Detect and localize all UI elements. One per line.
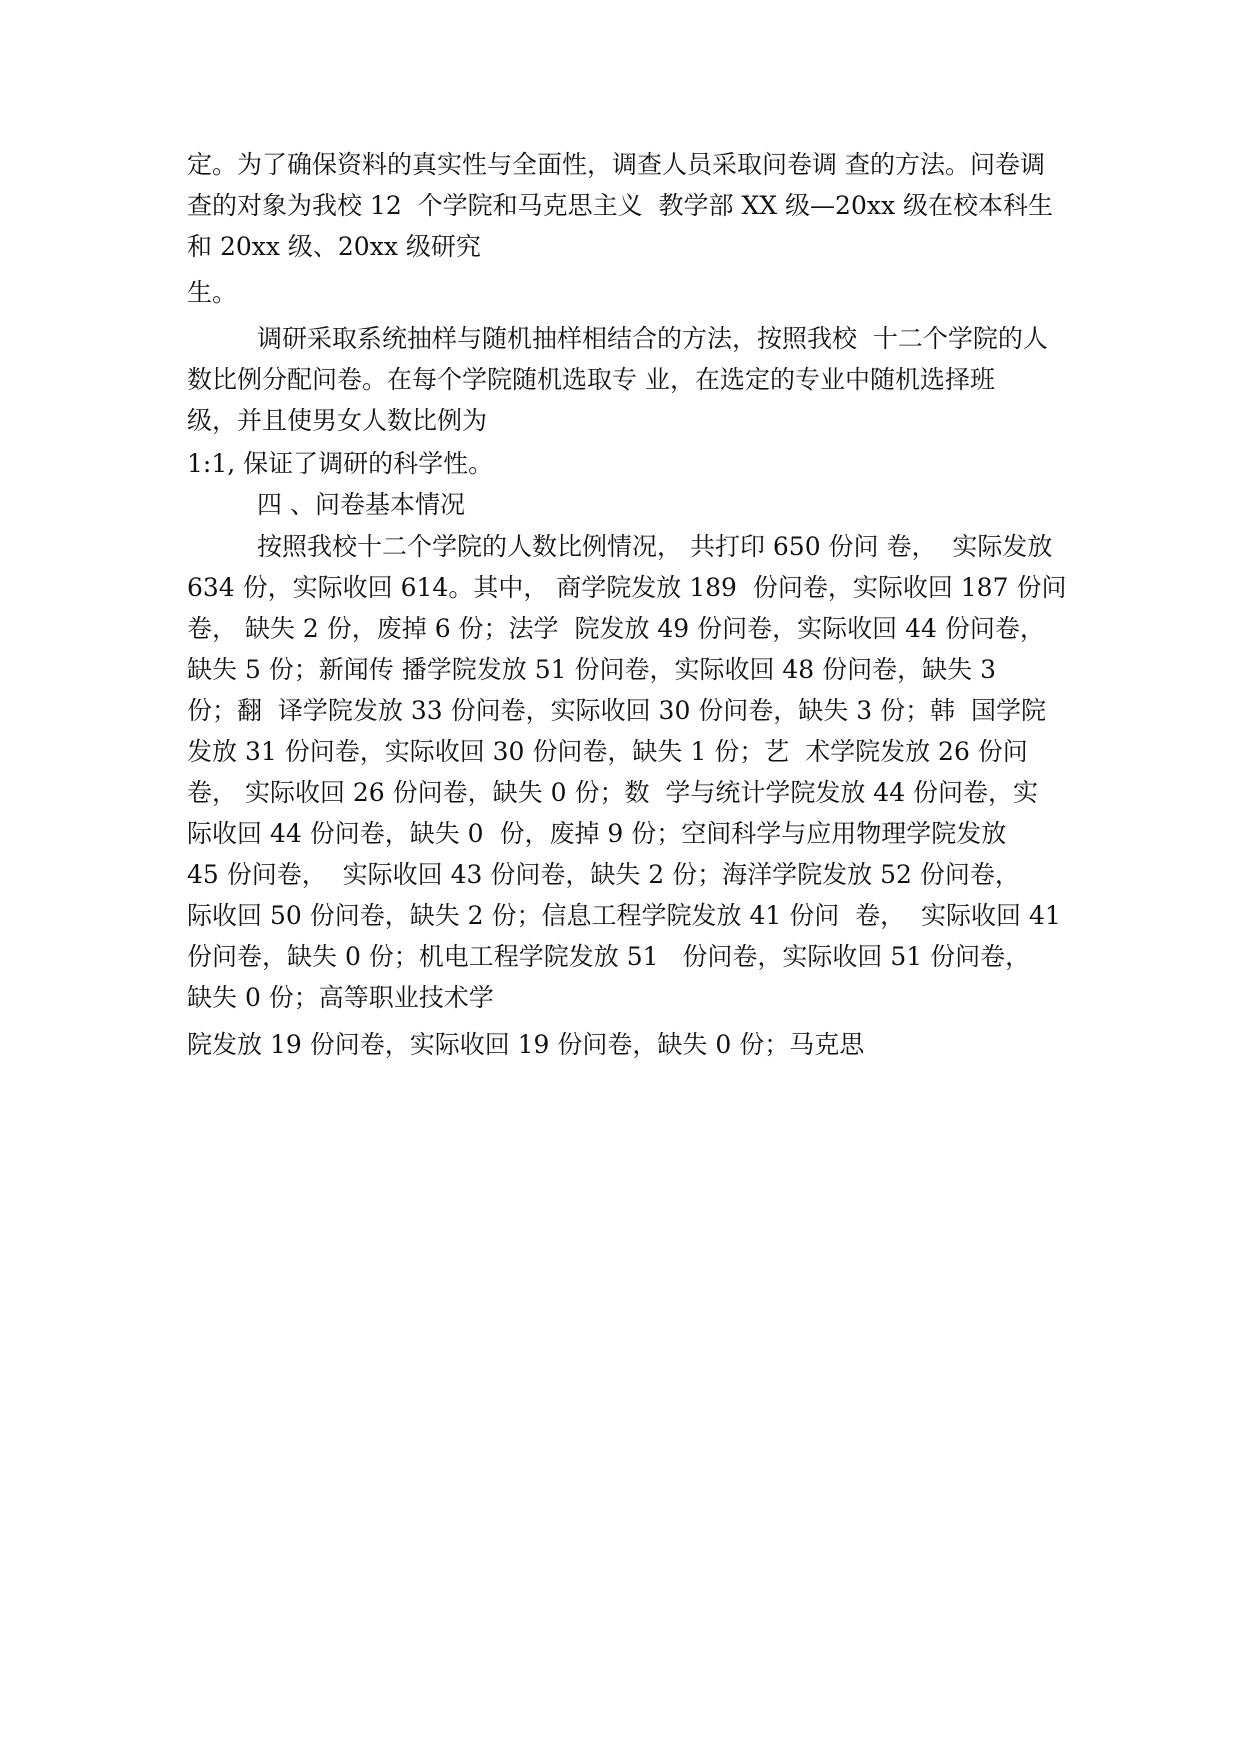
- paragraph-sampling: [187, 318, 1067, 441]
- text-line: 按照我校十二个学院的人数比例情况， 共打印 650 份问 卷， 实际发放: [257, 532, 1053, 561]
- text-line: 缺失 0 份；高等职业技术学: [187, 983, 494, 1012]
- text-line: 卷， 实际收回 26 份问卷，缺失 0 份；数 学与统计学院发放 44 份问卷，实: [187, 778, 1039, 807]
- text-line: 院发放 19 份问卷，实际收回 19 份问卷，缺失 0 份；马克思: [187, 1030, 865, 1059]
- section-heading: [187, 484, 1067, 525]
- text-line: 1:1, 保证了调研的科学性。: [187, 449, 494, 478]
- text-line: 生。: [187, 278, 238, 307]
- text-line: 45 份问卷， 实际收回 43 份问卷，缺失 2 份；海洋学院发放 52 份问卷，: [187, 860, 1036, 889]
- text-line: 份；翻 译学院发放 33 份问卷，实际收回 30 份问卷，缺失 3 份；韩 国学院: [187, 696, 1046, 725]
- text-line: 缺失 5 份；新闻传 播学院发放 51 份问卷，实际收回 48 份问卷，缺失 3: [187, 655, 997, 684]
- paragraph-survey-method-end: [187, 272, 1067, 313]
- text-line: 数比例分配问卷。在每个学院随机选取专 业，在选定的专业中随机选择班: [187, 365, 995, 394]
- text-line: 634 份，实际收回 614。其中， 商学院发放 189 份问卷，实际收回 187 份问: [187, 573, 1067, 602]
- paragraph-questionnaire-stats-end: [187, 1024, 1067, 1065]
- text-line: 和 20xx 级、20xx 级研究: [187, 232, 481, 261]
- text-line: 卷， 缺失 2 份，废掉 6 份；法学 院发放 49 份问卷，实际收回 44 份问卷，: [187, 614, 1045, 643]
- text-line: 际收回 44 份问卷，缺失 0 份，废掉 9 份；空间科学与应用物理学院发放: [187, 819, 1007, 848]
- paragraph-sampling-end: [187, 443, 1067, 484]
- text-line: 查的对象为我校 12 个学院和马克思主义 教学部 XX 级—20xx 级在校本科生: [187, 191, 1053, 220]
- text-line: 际收回 50 份问卷，缺失 2 份；信息工程学院发放 41 份问 卷， 实际收回 41: [187, 901, 1061, 930]
- text-line: 级，并且使男女人数比例为: [187, 406, 488, 435]
- paragraph-survey-method: [187, 144, 1067, 267]
- text-line: 定。为了确保资料的真实性与全面性，调查人员采取问卷调 查的方法。问卷调: [187, 150, 1045, 179]
- text-line: 份问卷，缺失 0 份；机电工程学院发放 51 份问卷，实际收回 51 份问卷，: [187, 942, 1031, 971]
- heading-text: 四 、问卷基本情况: [257, 490, 465, 519]
- text-line: 调研采取系统抽样与随机抽样相结合的方法，按照我校 十二个学院的人: [257, 324, 1048, 353]
- text-line: 发放 31 份问卷，实际收回 30 份问卷，缺失 1 份；艺 术学院发放 26 份问: [187, 737, 1028, 766]
- paragraph-questionnaire-stats: [187, 526, 1067, 1018]
